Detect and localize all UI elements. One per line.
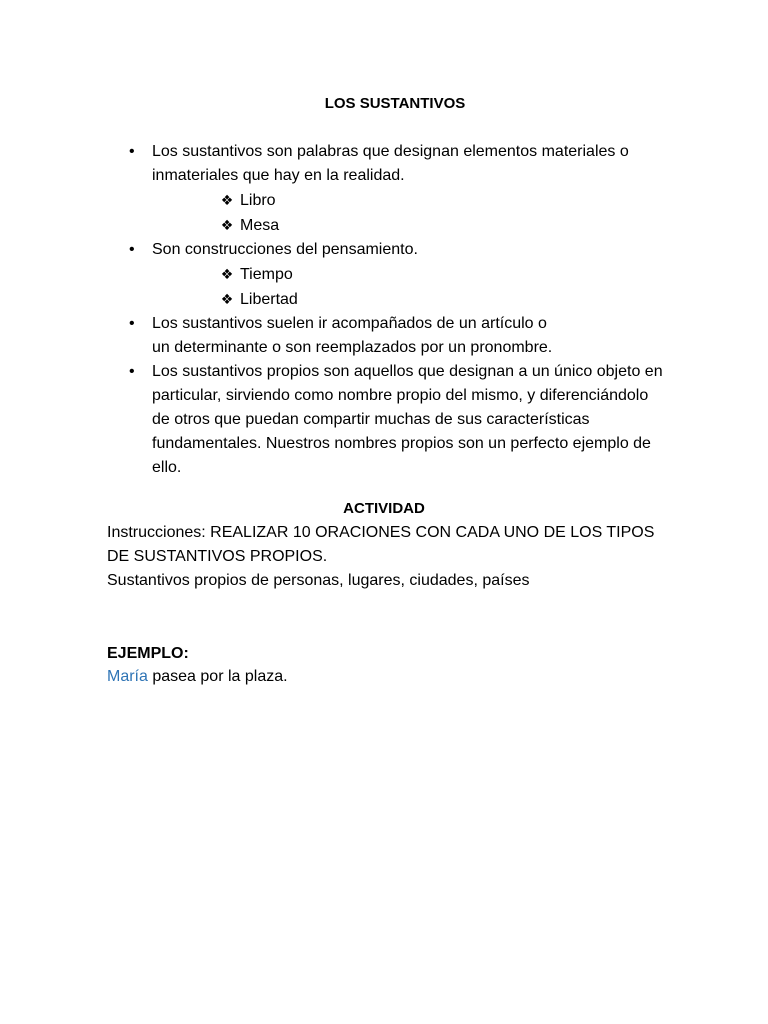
diamond-icon: ❖ — [220, 291, 234, 307]
bullet-item-1 — [129, 140, 669, 238]
sub-item-mesa — [129, 213, 669, 238]
sub-list — [129, 188, 669, 238]
ejemplo-name: María — [107, 668, 148, 685]
actividad-heading: ACTIVIDAD — [343, 500, 425, 517]
bullet-list — [129, 140, 669, 480]
sub-item-text: Libro — [240, 192, 276, 209]
bullet-dot-icon: • — [129, 143, 135, 160]
ejemplo-sentence — [107, 665, 288, 689]
bullet-item-3 — [129, 312, 562, 360]
sub-item-text: Tiempo — [240, 266, 293, 283]
bullet-text: Los sustantivos son palabras que designan elementos materiales o inmateriales que hay en la realidad. — [152, 143, 629, 184]
sub-list — [129, 262, 669, 312]
sub-item-libertad — [129, 287, 669, 312]
sub-item-text: Mesa — [240, 217, 280, 234]
bullet-dot-icon: • — [129, 241, 135, 258]
bullet-dot-icon: • — [129, 315, 135, 332]
bullet-item-4 — [129, 360, 669, 480]
bullet-text: Los sustantivos suelen ir acompañados de un artículo o un determinante o son reemplazados por un pronombre. — [152, 315, 553, 356]
ejemplo-rest: pasea por la plaza. — [147, 668, 288, 685]
sub-item-libro — [129, 188, 669, 213]
sustantivos-line: Sustantivos propios de personas, lugares, ciudades, países — [107, 572, 530, 589]
diamond-icon: ❖ — [220, 266, 234, 282]
bullet-item-2 — [129, 238, 669, 312]
bullet-text: Son construcciones del pensamiento. — [152, 241, 418, 258]
sub-item-tiempo — [129, 262, 669, 287]
bullet-text: Los sustantivos propios son aquellos que designan a un único objeto en particular, sirviendo como nombre propio del mismo, y diferenciándolo de otros que puedan compartir muchas de sus características fundamentales. Nuestros nombres propios son un perfecto ejemplo de ello. — [152, 363, 663, 476]
diamond-icon: ❖ — [220, 192, 234, 208]
ejemplo-label: EJEMPLO: — [107, 645, 189, 662]
document-title: LOS SUSTANTIVOS — [324, 95, 466, 112]
sub-item-text: Libertad — [240, 291, 298, 308]
bullet-dot-icon: • — [129, 363, 135, 380]
instructions-text: Instrucciones: REALIZAR 10 ORACIONES CON CADA UNO DE LOS TIPOS DE SUSTANTIVOS PROPIOS. — [107, 524, 655, 565]
diamond-icon: ❖ — [220, 217, 234, 233]
